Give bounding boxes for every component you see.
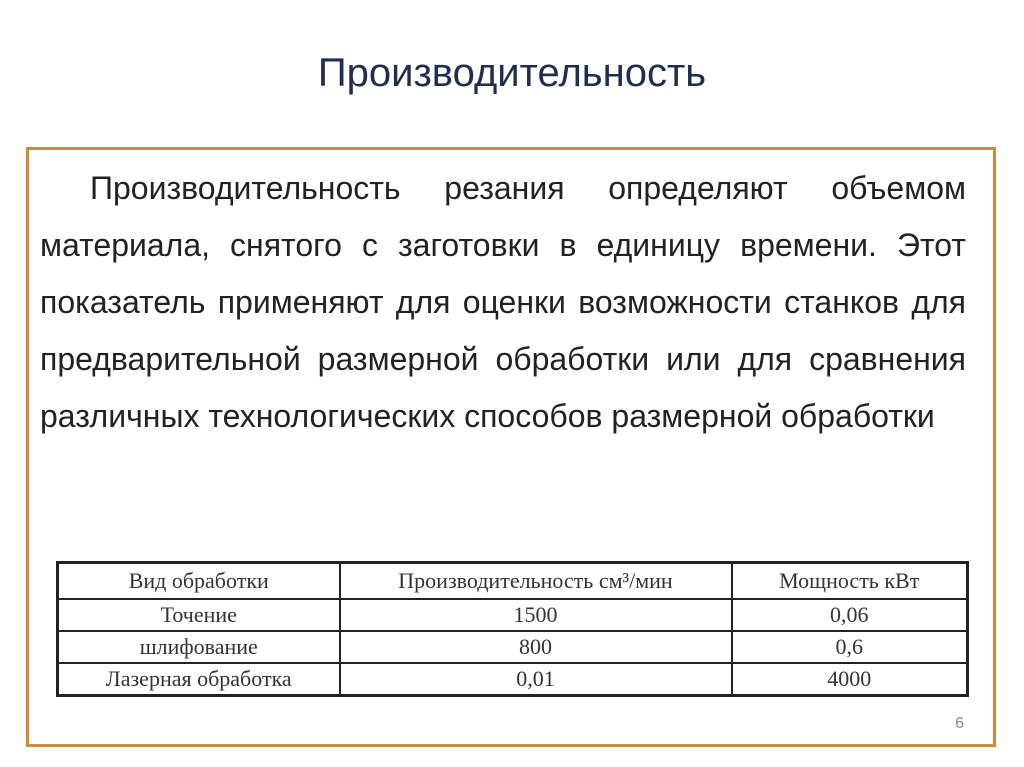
header-productivity: Производительность см³/мин [340,563,732,600]
table-cell: Точение [58,599,340,631]
table-row [58,599,968,631]
table-cell: 1500 [340,599,732,631]
header-power: Мощность кВт [732,563,968,600]
table-cell: 0,01 [340,663,732,696]
table-cell: Лазерная обработка [58,663,340,696]
slide-title: Производительность [317,51,707,95]
table-cell: 0,6 [732,631,968,663]
header-processing-type: Вид обработки [58,563,340,600]
table-cell: 4000 [732,663,968,696]
table-row [58,631,968,663]
table-row [58,663,968,696]
page-number: 6 [955,715,964,732]
table-container [56,561,966,697]
table-header-row [58,563,968,600]
table-cell: шлифование [58,631,340,663]
table-cell: 800 [340,631,732,663]
body-paragraph: Производительность резания определяют объемом материала, снятого с заготовки в единицу времени. Этот показатель применяют для оценки возможности станков для предварительной размерной обработки или для сравнения различных технологических способов размерной обработки [40,170,966,434]
table-cell: 0,06 [732,599,968,631]
productivity-table [56,561,969,697]
